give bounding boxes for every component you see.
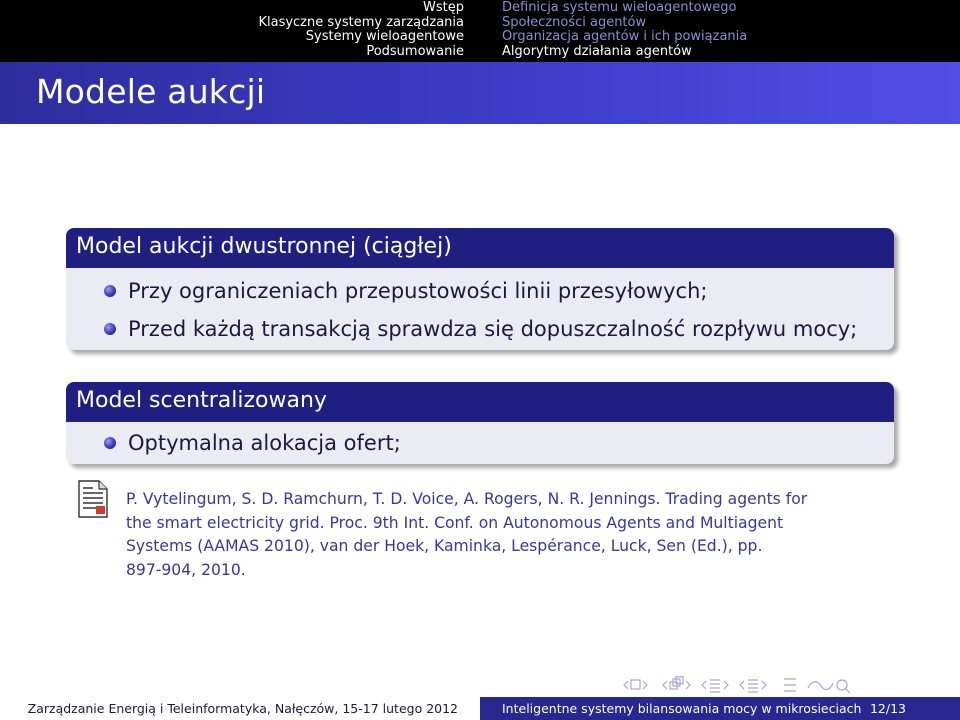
subsection-list (502, 1, 942, 59)
bullet-list (66, 268, 894, 348)
title-bar (0, 62, 960, 124)
footer-title-box (480, 697, 960, 720)
nav-subsection-definition[interactable]: Definicja systemu wieloagentowego (502, 0, 737, 15)
footer-title: Inteligentne systemy bilansowania mocy w mikrosieciach (502, 701, 862, 716)
nav-section-intro[interactable]: Wstęp (423, 0, 464, 15)
nav-section-multiagent-systems[interactable]: Systemy wieloagentowe (305, 29, 464, 44)
list-item-text: Przed każdą transakcją sprawdza się dopuszczalność rozpływu mocy; (128, 317, 858, 341)
bullet-list (66, 422, 894, 462)
reference-line: 897-904, 2010. (126, 560, 246, 579)
article-icon (78, 480, 108, 518)
footer (0, 697, 960, 720)
block-title: Model scentralizowany (66, 382, 894, 422)
slide-title: Modele aukcji (36, 72, 266, 111)
bullet-icon (104, 323, 116, 335)
list-item (66, 310, 894, 348)
slide-nav-icon[interactable] (624, 680, 647, 689)
section-nav-icon[interactable] (740, 680, 766, 692)
subsection-nav-icon[interactable] (702, 680, 728, 692)
beamer-navigation-symbols (622, 676, 952, 694)
list-item (66, 424, 894, 462)
nav-section-classic-systems[interactable]: Klasyczne systemy zarządzania (258, 14, 464, 30)
nav-subsection-communities[interactable]: Społeczności agentów (502, 14, 647, 30)
page-number: 12/13 (869, 701, 906, 716)
block-title: Model aukcji dwustronnej (ciągłej) (66, 228, 894, 268)
reference-line: Systems (AAMAS 2010), van der Hoek, Kaminka, Lespérance, Luck, Sen (Ed.), pp. (126, 537, 763, 555)
reference-line: the smart electricity grid. Proc. 9th Int. Conf. on Autonomous Agents and Multiagent (126, 513, 784, 532)
search-icon[interactable] (808, 680, 850, 693)
footer-event-box (0, 697, 480, 720)
nav-section-summary[interactable]: Podsumowanie (366, 43, 464, 59)
bullet-icon (104, 437, 116, 449)
bibliography-reference (126, 488, 906, 582)
section-list (0, 1, 478, 59)
top-navigation (0, 0, 960, 62)
list-item-text: Przy ograniczeniach przepustowości linii przesyłowych; (128, 279, 708, 303)
document-nav-icon[interactable] (784, 679, 796, 691)
block-centralized-model (66, 382, 894, 464)
footer-event: Zarządzanie Energią i Teleinformatyka, Nałęczów, 15-17 lutego 2012 (27, 701, 458, 716)
bullet-icon (104, 285, 116, 297)
nav-subsection-algorithms[interactable]: Algorytmy działania agentów (502, 43, 692, 59)
block-double-auction (66, 228, 894, 350)
list-item-text: Optymalna alokacja ofert; (128, 431, 401, 455)
frame-nav-icon[interactable] (663, 677, 690, 689)
nav-subsection-organization[interactable]: Organizacja agentów i ich powiązania (502, 29, 748, 44)
reference-line: P. Vytelingum, S. D. Ramchurn, T. D. Voice, A. Rogers, N. R. Jennings. Trading agents for (126, 490, 808, 508)
list-item (66, 272, 894, 310)
